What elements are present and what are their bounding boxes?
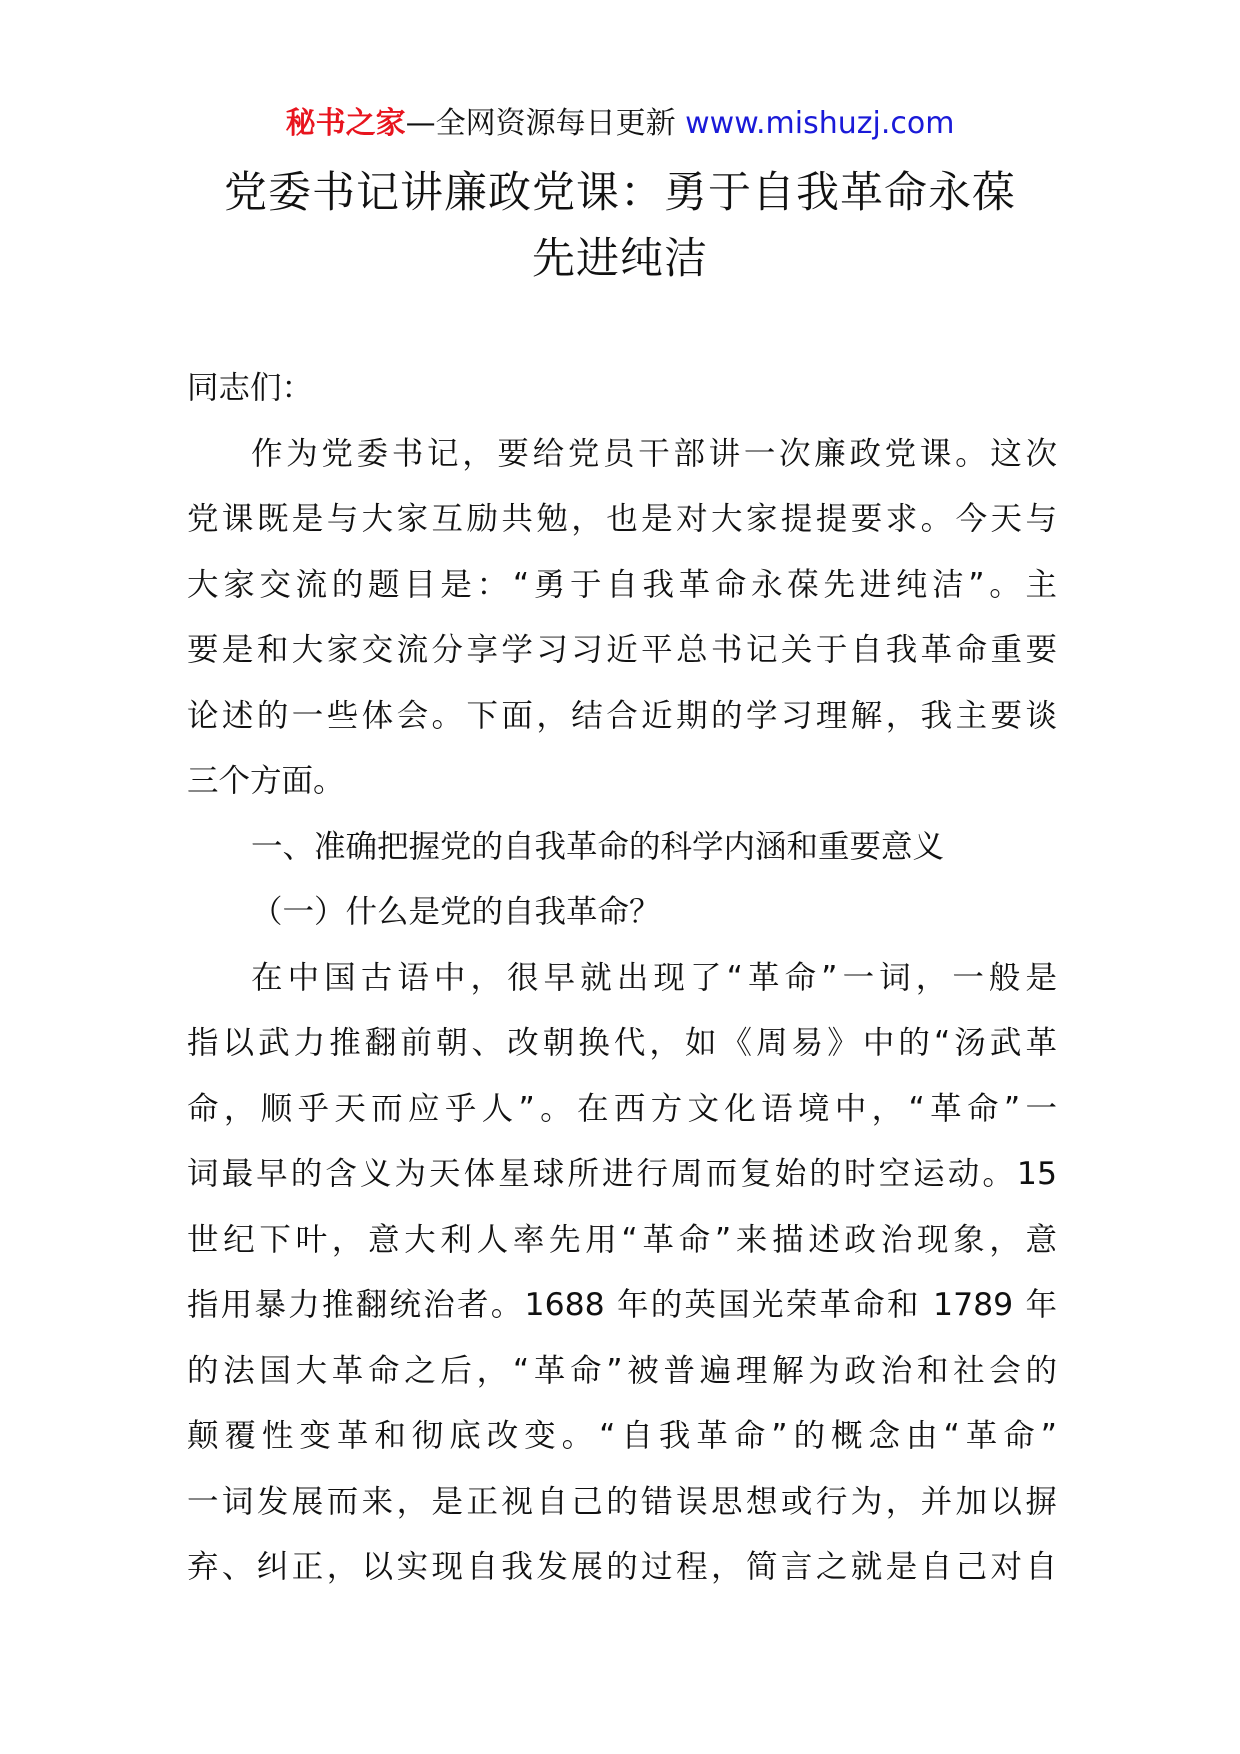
site-url[interactable]: www.mishuzj.com xyxy=(685,106,955,141)
body-line: 一词发展而来，是正视自己的错误思想或行为，并加以摒 xyxy=(187,1483,1057,1520)
brand-name: 秘书之家 xyxy=(285,106,406,141)
body-line: 作为党委书记，要给党员干部讲一次廉政党课。这次 xyxy=(251,435,1057,472)
body-line: 党课既是与大家互励共勉，也是对大家提提要求。今天与 xyxy=(187,501,1057,537)
body-line: 要是和大家交流分享学习习近平总书记关于自我革命重要 xyxy=(187,632,1057,668)
document-body xyxy=(187,356,1057,1601)
salutation: 同志们： xyxy=(187,370,314,406)
body-line: 三个方面。 xyxy=(187,763,345,799)
subsection-heading: （一）什么是党的自我革命？ xyxy=(251,894,661,930)
body-line: 的法国大革命之后，“革命”被普遍理解为政治和社会的 xyxy=(187,1352,1057,1389)
title-line-2: 先进纯洁 xyxy=(532,234,708,284)
body-line: 世纪下叶，意大利人率先用“革命”来描述政治现象，意 xyxy=(187,1221,1057,1258)
section-heading: 一、准确把握党的自我革命的科学内涵和重要意义 xyxy=(251,828,945,865)
document-title xyxy=(130,160,1110,292)
body-line: 大家交流的题目是：“勇于自我革命永葆先进纯洁”。主 xyxy=(187,566,1057,603)
body-line: 弃、纠正，以实现自我发展的过程，简言之就是自己对自 xyxy=(187,1549,1057,1585)
body-line: 指以武力推翻前朝、改朝换代，如《周易》中的“汤武革 xyxy=(187,1025,1057,1061)
title-line-1: 党委书记讲廉政党课：勇于自我革命永葆 xyxy=(224,168,1016,218)
body-line: 论述的一些体会。下面，结合近期的学习理解，我主要谈 xyxy=(187,697,1057,734)
slogan: —全网资源每日更新 xyxy=(405,106,686,141)
body-line: 命，顺乎天而应乎人”。在西方文化语境中，“革命”一 xyxy=(187,1090,1057,1127)
body-line: 指用暴力推翻统治者。1688 年的英国光荣革命和 1789 年 xyxy=(187,1287,1057,1323)
site-header xyxy=(0,104,1240,144)
body-line: 词最早的含义为天体星球所进行周而复始的时空运动。15 xyxy=(187,1156,1057,1192)
body-line: 在中国古语中，很早就出现了“革命”一词，一般是 xyxy=(251,959,1057,996)
body-line: 颠覆性变革和彻底改变。“自我革命”的概念由“革命” xyxy=(187,1418,1057,1454)
